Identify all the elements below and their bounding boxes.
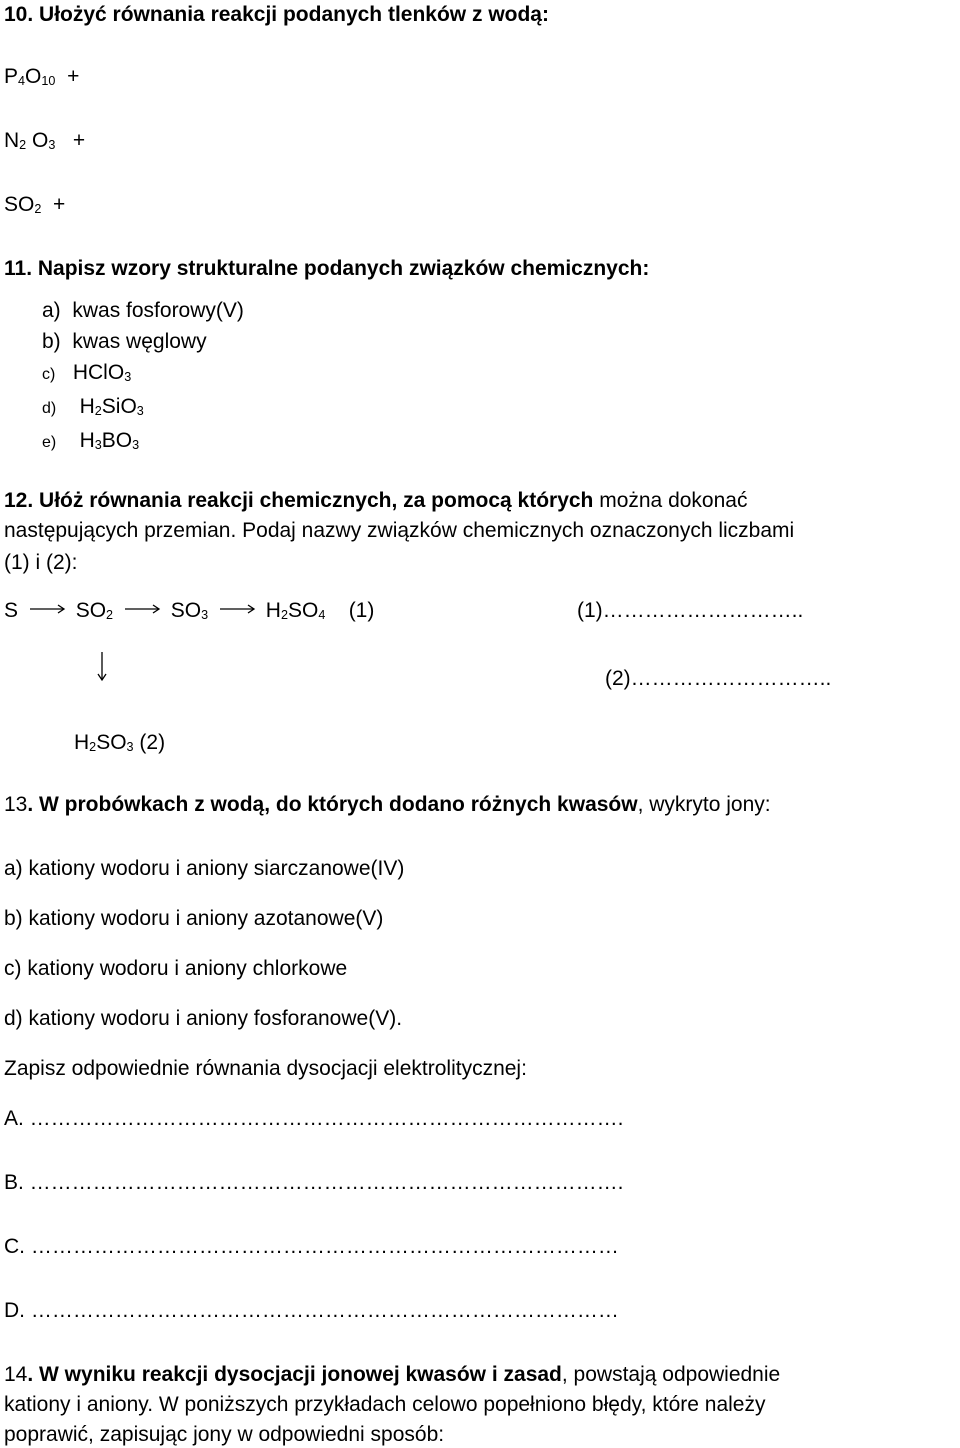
right-arrow-icon — [214, 602, 260, 616]
q11-item-a: a) kwas fosforowy(V) — [42, 299, 244, 322]
q11-item-d: d) $H_2SiO_3$ — [42, 395, 144, 418]
chain-so2: $SO_2$ — [75, 599, 114, 622]
chain-label-1: (1) — [348, 599, 375, 622]
oxide-n2o3: $N_2$ $O_3$ + — [4, 129, 86, 152]
chain-so3: $SO_3$ — [170, 599, 209, 622]
q14-line2: kationy i aniony. W poniższych przykładach celowo popełniono błędy, które należy — [4, 1393, 766, 1416]
q11-item-e: e) $H_3BO_3$ — [42, 429, 140, 452]
answer-line-d: D. ………………………………………………………………………… — [4, 1299, 619, 1322]
q11-heading: 11. Napisz wzory strukturalne podanych związków chemicznych: — [4, 257, 650, 280]
q12-heading: 12. Ułóż równania reakcji chemicznych, za pomocą których można dokonać — [4, 489, 748, 512]
chain-h2so4: $H_2SO_4$ — [265, 599, 326, 622]
q12-line3: (1) i (2): — [4, 551, 78, 574]
q13-heading: 13. W probówkach z wodą, do których dodano różnych kwasów, wykryto jony: — [4, 793, 771, 816]
answer-line-c: C. ………………………………………………………………………… — [4, 1235, 619, 1258]
q13-instruction: Zapisz odpowiednie równania dysocjacji elektrolitycznej: — [4, 1057, 527, 1080]
down-arrow-icon — [95, 650, 109, 684]
oxide-so2: $SO_2$ + — [4, 193, 66, 216]
oxide-p4o10: $P_4O_{10}$ + — [4, 65, 80, 88]
q14-heading: 14. W wyniku reakcji dysocjacji jonowej kwasów i zasad, powstają odpowiednie — [4, 1363, 781, 1386]
q13-item-b: b) kationy wodoru i aniony azotanowe(V) — [4, 907, 384, 930]
q13-item-d: d) kationy wodoru i aniony fosforanowe(V). — [4, 1007, 403, 1030]
right-arrow-icon — [119, 602, 165, 616]
answer-line-b: B. …………………………………………………………………………. — [4, 1171, 624, 1194]
q13-item-a: a) kationy wodoru i aniony siarczanowe(IV) — [4, 857, 405, 880]
answer-line-a: A. …………………………………………………………………………. — [4, 1107, 624, 1130]
chain-h2so3: $H_2SO_3$ (2) — [74, 731, 166, 754]
q10-heading: 10. Ułożyć równania reakcji podanych tlenków z wodą: — [4, 3, 549, 26]
answer-1: (1)……………………….. — [577, 599, 804, 622]
q11-item-b: b) kwas węglowy — [42, 330, 207, 353]
right-arrow-icon — [24, 602, 70, 616]
answer-2: (2)……………………….. — [605, 667, 832, 690]
q12-line2: następujących przemian. Podaj nazwy związków chemicznych oznaczonych liczbami — [4, 519, 795, 542]
q13-item-c: c) kationy wodoru i aniony chlorkowe — [4, 957, 348, 980]
chain-s: S — [4, 599, 19, 622]
q12-chain — [4, 600, 374, 621]
q11-item-c: c) HClO$_3$ — [42, 361, 132, 384]
q14-line3: poprawić, zapisując jony w odpowiedni sposób: — [4, 1423, 445, 1446]
